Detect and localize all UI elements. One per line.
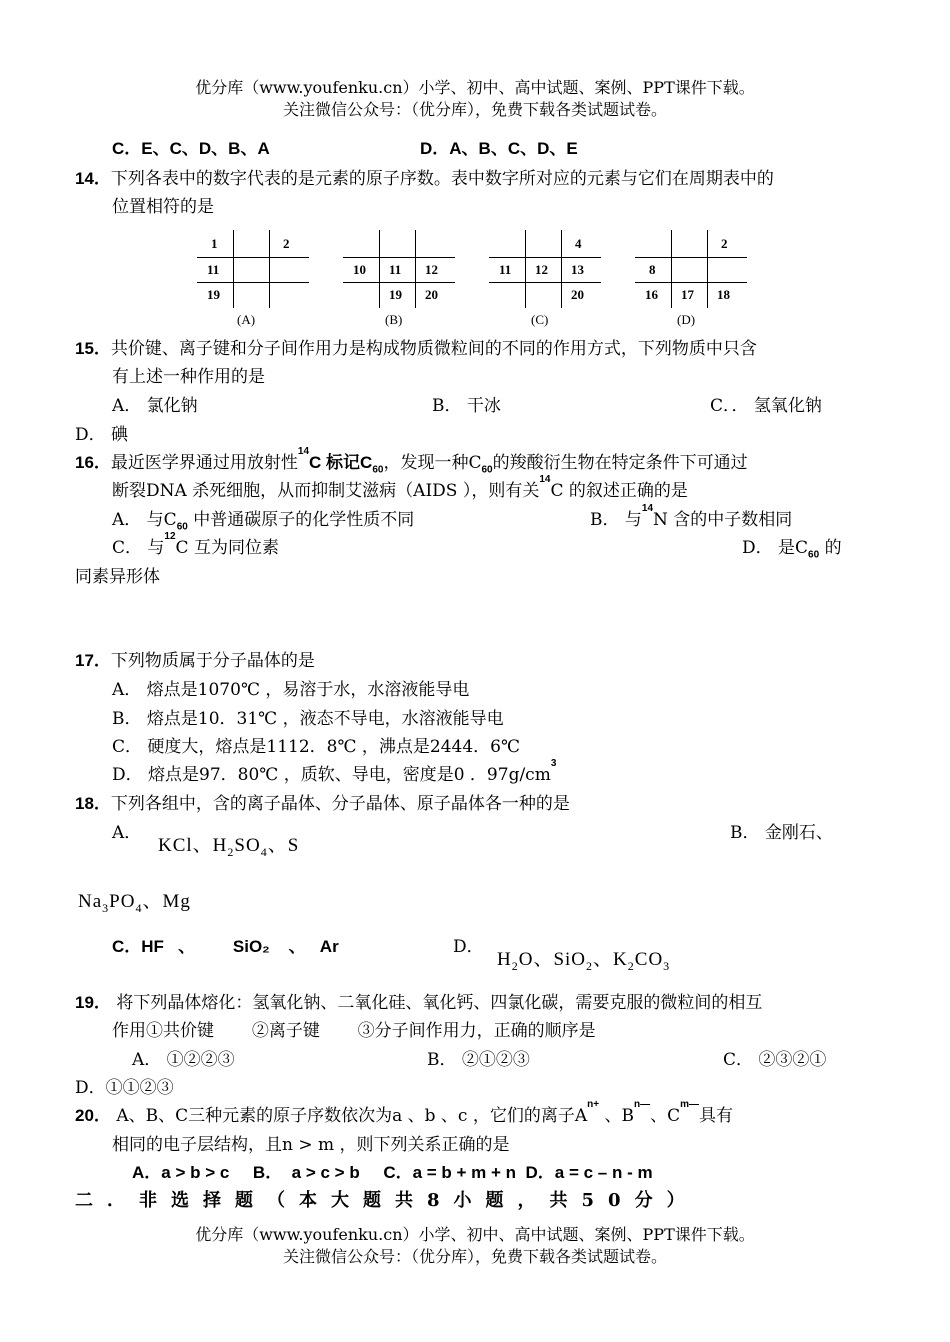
q20-options: A．a > b > c B． a > c > b C．a = b + m + n D．a = c – n - m bbox=[132, 1163, 653, 1182]
q19-option-b: B． ②①②③ bbox=[427, 1050, 530, 1070]
periodic-table-a bbox=[197, 230, 309, 330]
periodic-table-b bbox=[343, 230, 455, 330]
q14-stem-line-1: 14．下列各表中的数字代表的是元素的原子序数。表中数字所对应的元素与它们在周期表中的 bbox=[75, 169, 774, 189]
cell-d-4: 17 bbox=[681, 287, 694, 302]
cell-b-1: 10 bbox=[353, 262, 366, 277]
q17-option-a: A． 熔点是1070℃ ，易溶于水，水溶液能导电 bbox=[112, 680, 470, 700]
q15-option-b: B． 干冰 bbox=[432, 396, 501, 416]
q17-option-c: C． 硬度大，熔点是1112．8℃ ，沸点是2444．6℃ bbox=[112, 737, 521, 757]
q17-option-b: B． 熔点是10．31℃ ，液态不导电，水溶液能导电 bbox=[112, 709, 504, 729]
cell-b-4: 19 bbox=[389, 287, 402, 302]
q16-option-c: C． 与$^{12}$C 互为同位素 bbox=[112, 531, 279, 558]
cell-b-5: 20 bbox=[425, 287, 438, 302]
q18-option-a-label: A． bbox=[112, 823, 142, 843]
cell-d-1: 2 bbox=[721, 236, 728, 251]
caption-c: (C) bbox=[531, 312, 549, 327]
q19-stem-line-2: 作用①共价键 ②离子键 ③分子间作用力，正确的顺序是 bbox=[112, 1021, 596, 1041]
q15-stem-line-1: 15．共价键、离子键和分子间作用力是构成物质微粒间的不同的作用方式，下列物质中只含 bbox=[75, 339, 757, 359]
cell-c-2: 11 bbox=[499, 262, 512, 277]
q16-option-b: B． 与$^{14}$N 含的中子数相同 bbox=[590, 503, 793, 530]
caption-a: (A) bbox=[237, 312, 256, 327]
header-line-1: 优分库（www.youfenku.cn）小学、初中、高中试题、案例、PPT课件下载。 bbox=[195, 78, 755, 97]
cell-c-5: 20 bbox=[571, 287, 584, 302]
q18-option-c: C．HF 、 SiO₂ 、 Ar bbox=[112, 937, 339, 956]
q20-stem-line-1: 20． A、B、C三种元素的原子序数依次为a 、b 、c ，它们的离子$A^{n+}$ 、$B^{n—}$、$C^{m—}$具有 bbox=[75, 1099, 734, 1126]
q17-option-d: D． 熔点是97．80℃ ，质软、导电，密度是0 ．$97g/cm^3$ bbox=[112, 758, 557, 785]
q16-option-a: A． 与$C_{60}$ 中普通碳原子的化学性质不同 bbox=[112, 510, 415, 533]
cell-b-2: 11 bbox=[389, 262, 402, 277]
q18-option-a-formula: KCl、$H_2SO_4$、S bbox=[158, 835, 300, 859]
q16-option-d-cont: 同素异形体 bbox=[75, 567, 160, 587]
q18-option-b-label: B． 金刚石、 bbox=[730, 823, 833, 843]
cell-c-3: 12 bbox=[535, 262, 548, 277]
q13-option-d: D．A、B、C、D、E bbox=[420, 139, 578, 158]
cell-a-4: 19 bbox=[207, 287, 220, 302]
cell-a-1: 1 bbox=[211, 236, 218, 251]
q15-stem-line-2: 有上述一种作用的是 bbox=[112, 367, 265, 387]
cell-a-2: 2 bbox=[283, 236, 290, 251]
q16-stem-line-2: 断裂DNA 杀死细胞，从而抑制艾滋病（AIDS ），则有关$^{14}$C 的叙述正确的是 bbox=[112, 474, 688, 501]
caption-d: (D) bbox=[677, 312, 696, 327]
footer-line-1: 优分库（www.youfenku.cn）小学、初中、高中试题、案例、PPT课件下载。 bbox=[195, 1225, 755, 1244]
cell-d-2: 8 bbox=[649, 262, 656, 277]
q19-stem-line-1: 19． 将下列晶体熔化：氢氧化钠、二氧化硅、氧化钙、四氯化碳，需要克服的微粒间的相互 bbox=[75, 993, 763, 1013]
cell-c-1: 4 bbox=[575, 236, 582, 251]
q18-option-d-label: D． bbox=[453, 937, 484, 957]
q13-option-c: C．E、C、D、B、A bbox=[112, 139, 270, 158]
q18-option-b-formula: $Na_3PO_4$、Mg bbox=[78, 891, 191, 915]
cell-d-3: 16 bbox=[645, 287, 658, 302]
q18-option-d-formula: $H_2O$、SiO$_2$、$K_2CO_3$ bbox=[497, 949, 671, 973]
cell-a-3: 11 bbox=[207, 262, 220, 277]
q18-stem: 18．下列各组中，含的离子晶体、分子晶体、原子晶体各一种的是 bbox=[75, 794, 570, 814]
q20-stem-line-2: 相同的电子层结构，且n > m ，则下列关系正确的是 bbox=[112, 1135, 510, 1155]
cell-d-5: 18 bbox=[717, 287, 730, 302]
footer-line-2: 关注微信公众号：（优分库），免费下载各类试题试卷。 bbox=[282, 1247, 667, 1266]
q17-stem: 17．下列物质属于分子晶体的是 bbox=[75, 651, 315, 671]
q16-option-d: D． 是$C_{60}$ 的 bbox=[742, 538, 842, 561]
caption-b: (B) bbox=[385, 312, 403, 327]
cell-b-3: 12 bbox=[425, 262, 438, 277]
header-line-2: 关注微信公众号：（优分库），免费下载各类试题试卷。 bbox=[282, 100, 667, 119]
q19-option-c: C． ②③②① bbox=[723, 1050, 827, 1070]
section-2-heading: 二．非选择题（本大题共8小题，共50分） bbox=[75, 1190, 699, 1211]
q15-option-a: A． 氯化钠 bbox=[112, 396, 198, 416]
q15-option-d: D． 碘 bbox=[75, 425, 129, 445]
q19-option-a: A． ①②②③ bbox=[132, 1050, 235, 1070]
q19-option-d: D．①①②③ bbox=[75, 1078, 174, 1098]
periodic-table-c bbox=[489, 230, 601, 330]
q15-option-c: C．． 氢氧化钠 bbox=[710, 396, 822, 416]
cell-c-4: 13 bbox=[571, 262, 584, 277]
q14-stem-line-2: 位置相符的是 bbox=[112, 197, 214, 217]
periodic-table-d bbox=[635, 230, 747, 330]
q16-stem-line-1: 16．最近医学界通过用放射性$^{14}$C 标记$C_{60}$，发现一种$C_{60}$的羧酸衍生物在特定条件下可通过 bbox=[75, 446, 748, 476]
